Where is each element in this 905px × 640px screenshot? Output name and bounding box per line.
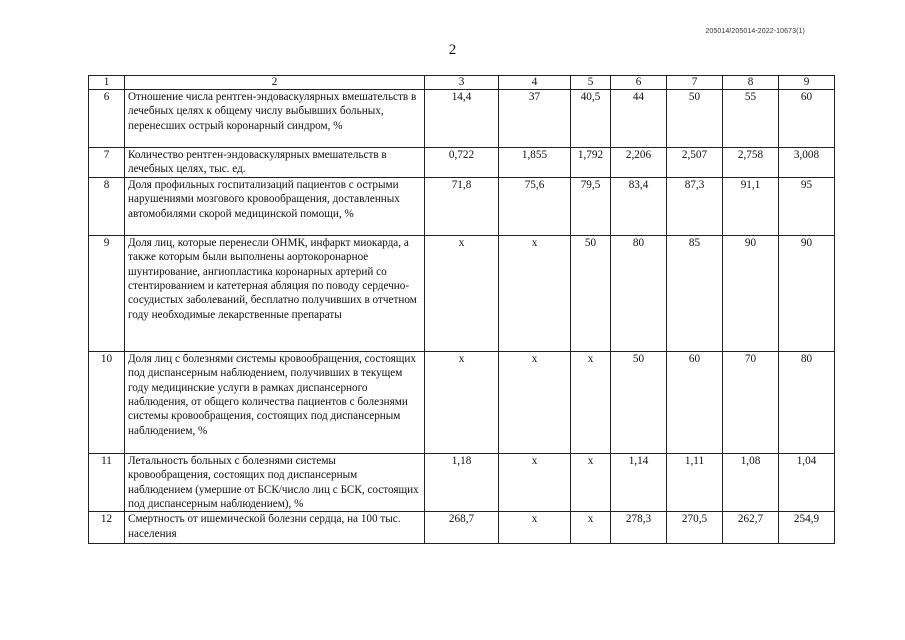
indicator-value: 80: [779, 351, 835, 453]
indicator-value: х: [425, 351, 499, 453]
indicators-table: [88, 75, 835, 544]
row-number: 6: [89, 90, 125, 148]
indicator-value: 1,11: [667, 453, 723, 512]
column-number: 4: [499, 76, 571, 90]
indicator-value: 270,5: [667, 512, 723, 544]
column-number: 3: [425, 76, 499, 90]
indicator-value: 2,758: [723, 148, 779, 178]
document-id: 205014/205014-2022-10673(1): [705, 28, 805, 35]
column-number: 7: [667, 76, 723, 90]
indicator-name: Доля лиц с болезнями системы кровообращения, состоящих под диспансерным наблюдением, получивших в текущем году медицинские услуги в рамках диспансерного наблюдения, от общего количества пациентов с болезнями системы кровообращения, состоящих под диспансерным наблюдением, %: [125, 351, 425, 453]
indicator-value: 278,3: [611, 512, 667, 544]
indicator-value: 1,792: [571, 148, 611, 178]
row-number: 10: [89, 351, 125, 453]
column-number: 9: [779, 76, 835, 90]
row-number: 12: [89, 512, 125, 544]
indicator-value: 71,8: [425, 177, 499, 235]
column-number: 1: [89, 76, 125, 90]
indicator-value: 60: [779, 90, 835, 148]
row-number: 7: [89, 148, 125, 178]
table-row: [89, 148, 835, 178]
indicator-value: х: [499, 235, 571, 351]
indicator-value: 90: [779, 235, 835, 351]
indicator-name: Количество рентген-эндоваскулярных вмешательств в лечебных целях, тыс. ед.: [125, 148, 425, 178]
indicator-name: Летальность больных с болезнями системы кровообращения, состоящих под диспансерным наблюдением (умершие от БСК/число лиц с БСК, состоящих под диспансерным наблюдением), %: [125, 453, 425, 512]
table-row: [89, 90, 835, 148]
indicator-value: 60: [667, 351, 723, 453]
indicator-value: 1,08: [723, 453, 779, 512]
indicator-value: 1,855: [499, 148, 571, 178]
row-number: 11: [89, 453, 125, 512]
indicator-value: х: [571, 351, 611, 453]
indicator-value: 14,4: [425, 90, 499, 148]
indicator-value: х: [499, 512, 571, 544]
indicator-name: Доля профильных госпитализаций пациентов с острыми нарушениями мозгового кровообращения, доставленных автомобилями скорой медицинской помощи, %: [125, 177, 425, 235]
table-row: [89, 177, 835, 235]
indicator-value: 50: [667, 90, 723, 148]
indicator-value: х: [425, 235, 499, 351]
indicator-value: 0,722: [425, 148, 499, 178]
indicator-value: 1,18: [425, 453, 499, 512]
indicator-value: 1,14: [611, 453, 667, 512]
table-row: [89, 453, 835, 512]
indicator-value: х: [499, 453, 571, 512]
indicator-value: 55: [723, 90, 779, 148]
indicator-value: 262,7: [723, 512, 779, 544]
indicator-value: 95: [779, 177, 835, 235]
indicator-value: 87,3: [667, 177, 723, 235]
page-number: 2: [448, 42, 457, 58]
indicator-value: х: [571, 453, 611, 512]
indicator-value: 3,008: [779, 148, 835, 178]
column-number: 8: [723, 76, 779, 90]
indicator-value: 44: [611, 90, 667, 148]
indicator-name: Отношение числа рентген-эндоваскулярных вмешательств в лечебных целях к общему числу выбывших больных, перенесших острый коронарный синдром, %: [125, 90, 425, 148]
indicator-value: 80: [611, 235, 667, 351]
indicator-value: 85: [667, 235, 723, 351]
indicator-value: 83,4: [611, 177, 667, 235]
indicator-value: х: [571, 512, 611, 544]
column-number: 5: [571, 76, 611, 90]
indicator-name: Доля лиц, которые перенесли ОНМК, инфаркт миокарда, а также которым были выполнены аортокоронарное шунтирование, ангиопластика коронарных артерий со стентированием и катетерная абляция по поводу сердечно-сосудистых заболеваний, бесплатно получивших в отчетном году необходимые лекарственные препараты: [125, 235, 425, 351]
column-number: 6: [611, 76, 667, 90]
indicator-value: 79,5: [571, 177, 611, 235]
table-row: [89, 351, 835, 453]
indicator-value: 90: [723, 235, 779, 351]
indicator-value: 268,7: [425, 512, 499, 544]
indicator-value: 1,04: [779, 453, 835, 512]
indicator-name: Смертность от ишемической болезни сердца, на 100 тыс. населения: [125, 512, 425, 544]
indicator-value: 70: [723, 351, 779, 453]
table-row: [89, 512, 835, 544]
table-row: [89, 235, 835, 351]
indicator-value: х: [499, 351, 571, 453]
indicator-value: 50: [611, 351, 667, 453]
row-number: 8: [89, 177, 125, 235]
indicator-value: 2,507: [667, 148, 723, 178]
column-number-row: [89, 76, 835, 90]
indicator-value: 50: [571, 235, 611, 351]
indicator-value: 75,6: [499, 177, 571, 235]
indicator-value: 91,1: [723, 177, 779, 235]
indicator-value: 37: [499, 90, 571, 148]
indicator-value: 40,5: [571, 90, 611, 148]
indicator-value: 2,206: [611, 148, 667, 178]
row-number: 9: [89, 235, 125, 351]
indicator-value: 254,9: [779, 512, 835, 544]
column-number: 2: [125, 76, 425, 90]
